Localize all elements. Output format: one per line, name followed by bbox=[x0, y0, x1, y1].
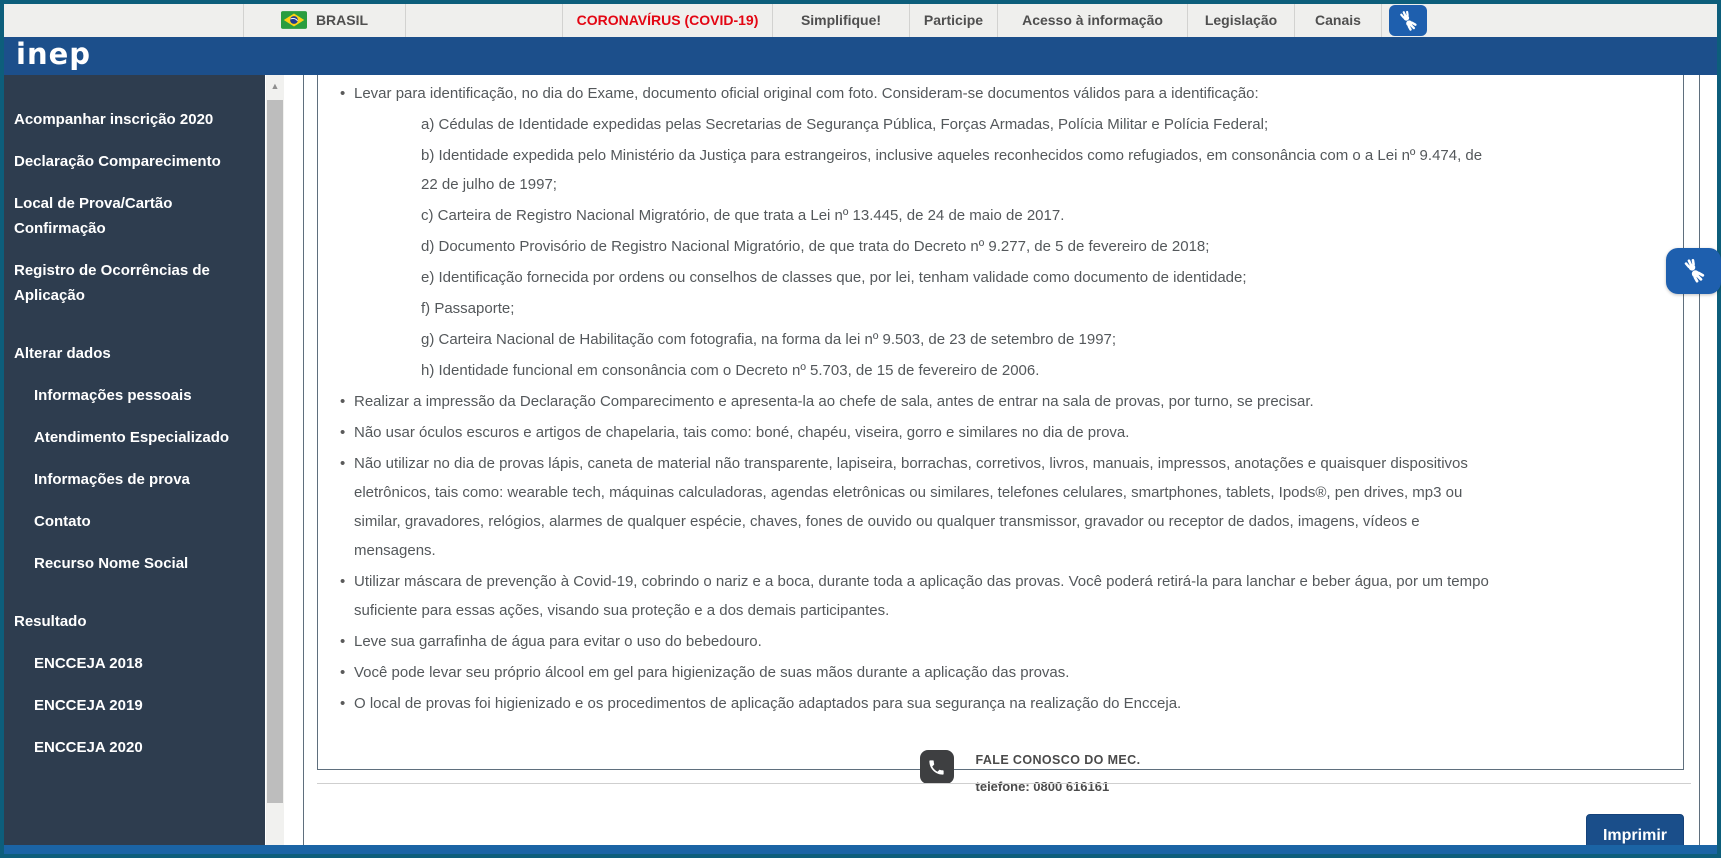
instruction-item: • Utilizar máscara de prevenção à Covid-19, cobrindo o nariz e a boca, durante toda a aplicação das provas. Você poderá retirá-la para lanchar e beber água, por um tempo suficiente para essas ações, visando sua proteção e a dos demais participantes. bbox=[338, 567, 1500, 625]
sidebar-item-label: Recurso Nome Social bbox=[34, 555, 189, 572]
sidebar-item-label: Informações pessoais bbox=[34, 387, 192, 404]
sidebar-item[interactable] bbox=[0, 332, 265, 374]
instruction-item: b) Identidade expedida pelo Ministério da Justiça para estrangeiros, inclusive aqueles reconhecidos como refugiados, em consonância com o a Lei nº 9.474, de 22 de julho de 1997; bbox=[421, 147, 1483, 193]
instruction-item: d) Documento Provisório de Registro Nacional Migratório, de que trata do Decreto nº 9.277, de 5 de fevereiro de 2018; bbox=[421, 238, 1210, 255]
sidebar-item[interactable] bbox=[0, 458, 265, 500]
sidebar-item[interactable] bbox=[0, 416, 265, 458]
instruction-item: a) Cédulas de Identidade expedidas pelas Secretarias de Segurança Pública, Forças Armadas, Polícia Militar e Polícia Federal; bbox=[421, 116, 1269, 133]
contact-phone-number: telefone: 0800 616161 bbox=[975, 779, 1110, 794]
accessibility-button[interactable] bbox=[1389, 5, 1427, 36]
topbar-link-label: Simplifique! bbox=[800, 12, 882, 28]
topbar-link[interactable] bbox=[772, 0, 909, 37]
instruction-item: • Você pode levar seu próprio álcool em gel para higienização de suas mãos durante a aplicação das provas. bbox=[338, 658, 1500, 687]
sidebar-item[interactable] bbox=[0, 182, 265, 249]
sidebar-item[interactable] bbox=[0, 98, 265, 140]
brazil-flag-icon bbox=[281, 11, 307, 29]
instruction-item: e) Identificação fornecida por ordens ou conselhos de classes que, por lei, tenham validade como documento de identidade; bbox=[421, 269, 1247, 286]
topbar-spacer bbox=[0, 0, 243, 37]
topbar-empty-cell bbox=[405, 0, 562, 37]
topbar-link-label: Canais bbox=[1315, 12, 1361, 28]
contact-text bbox=[976, 750, 1141, 794]
topbar-link-label: Participe bbox=[923, 12, 984, 28]
sidebar-item[interactable] bbox=[0, 374, 265, 416]
instruction-item: g) Carteira Nacional de Habilitação com fotografia, na forma da lei nº 9.503, de 23 de setembro de 1997; bbox=[421, 331, 1117, 348]
sign-language-hands-icon bbox=[1396, 10, 1420, 32]
inep-header bbox=[0, 37, 1721, 75]
sidebar-item-label: Declaração Comparecimento bbox=[14, 153, 221, 170]
topbar-brasil-link[interactable] bbox=[243, 0, 405, 37]
phone-icon bbox=[920, 750, 954, 784]
instruction-item: • Leve sua garrafinha de água para evitar o uso do bebedouro. bbox=[338, 627, 1500, 656]
sidebar-item[interactable] bbox=[0, 600, 265, 642]
sidebar-item-label: Atendimento Especializado bbox=[34, 429, 230, 446]
sidebar-item-label: ENCCEJA 2019 bbox=[34, 697, 143, 714]
accessibility-side-button[interactable] bbox=[1666, 248, 1721, 294]
page-frame-left bbox=[0, 0, 4, 858]
sidebar-item-label: Informações de prova bbox=[34, 471, 190, 488]
instruction-item: f) Passaporte; bbox=[421, 300, 515, 317]
page-frame-top bbox=[0, 0, 1721, 4]
gov-topbar bbox=[0, 0, 1721, 37]
sidebar-item-label: Acompanhar inscrição 2020 bbox=[14, 111, 214, 128]
sidebar-item[interactable] bbox=[0, 249, 265, 316]
scrollbar-thumb[interactable] bbox=[267, 100, 283, 803]
sidebar-item-label: Resultado bbox=[14, 613, 87, 630]
instruction-item: c) Carteira de Registro Nacional Migratório, de que trata a Lei nº 13.445, de 24 de maio de 2017. bbox=[421, 207, 1065, 224]
sidebar-item[interactable] bbox=[0, 542, 265, 584]
sidebar-item[interactable] bbox=[0, 500, 265, 542]
print-button[interactable]: Imprimir bbox=[1586, 814, 1684, 858]
sidebar-item-label: Alterar dados bbox=[14, 345, 111, 362]
instructions-list bbox=[338, 79, 1500, 718]
sidebar-item-label: Contato bbox=[34, 513, 91, 530]
bottom-divider bbox=[317, 783, 1691, 784]
instruction-item: • Não usar óculos escuros e artigos de chapelaria, tais como: boné, chapéu, viseira, gorro e similares no dia de prova. bbox=[338, 418, 1500, 447]
instruction-item: • O local de provas foi higienizado e os procedimentos de aplicação adaptados para sua segurança na realização do Encceja. bbox=[338, 689, 1500, 718]
sidebar-item-label: ENCCEJA 2018 bbox=[34, 655, 143, 672]
sidebar-scrollbar[interactable] bbox=[266, 75, 284, 854]
page-frame-right bbox=[1717, 0, 1721, 858]
footer-bar bbox=[0, 845, 1721, 854]
sidebar-item[interactable] bbox=[0, 140, 265, 182]
sidebar-item[interactable] bbox=[0, 684, 265, 726]
topbar-link[interactable] bbox=[562, 0, 772, 37]
sidebar-item[interactable] bbox=[0, 642, 265, 684]
up-arrow-icon[interactable]: ▲ bbox=[270, 81, 280, 91]
topbar-brasil-label: BRASIL bbox=[315, 12, 369, 28]
phone-handset-icon bbox=[927, 758, 946, 777]
contact-block bbox=[449, 750, 1611, 794]
inep-logo[interactable]: inep bbox=[16, 36, 92, 71]
sidebar-item[interactable] bbox=[0, 726, 265, 768]
instructions-card bbox=[317, 75, 1684, 794]
instruction-item: • Não utilizar no dia de provas lápis, caneta de material não transparente, lapiseira, borrachas, corretivos, livros, manuais, impressos, anotações e quaisquer dispositivos eletrônicos, tais como: wearable tech, máquinas calculadoras, agendas eletrônicas ou similares, telefones celulares, smartphones, tablets, Ipods®, pen drives, mp3 ou similar, gravadores, relógios, alarmes de qualquer espécie, chaves, fones de ouvido ou qualquer transmissor, gravador ou receptor de dados, imagens, vídeos e mensagens. bbox=[338, 449, 1500, 565]
instruction-item: • Realizar a impressão da Declaração Comparecimento e apresenta-la ao chefe de sala, antes de entrar na sala de provas, por turno, se precisar. bbox=[338, 387, 1500, 416]
sidebar-item-label: Local de Prova/Cartão Confirmação bbox=[14, 195, 173, 237]
sign-language-hands-icon bbox=[1680, 258, 1708, 284]
topbar-link-label: Acesso à informação bbox=[1022, 12, 1163, 28]
instruction-item: • Levar para identificação, no dia do Exame, documento oficial original com foto. Consideram-se documentos válidos para a identificação: bbox=[338, 79, 1500, 108]
topbar-link[interactable] bbox=[1294, 0, 1382, 37]
sidebar-nav bbox=[0, 75, 265, 858]
page-frame-bottom bbox=[0, 854, 1721, 858]
contact-title: FALE CONOSCO DO MEC. bbox=[975, 753, 1141, 767]
topbar-link[interactable] bbox=[909, 0, 997, 37]
instruction-item: h) Identidade funcional em consonância com o Decreto nº 5.703, de 15 de fevereiro de 2006. bbox=[421, 362, 1040, 379]
topbar-link[interactable] bbox=[997, 0, 1187, 37]
sidebar-item-label: ENCCEJA 2020 bbox=[34, 739, 143, 756]
sidebar-item-label: Registro de Ocorrências de Aplicação bbox=[14, 262, 210, 304]
topbar-link-label: CORONAVÍRUS (COVID-19) bbox=[576, 12, 759, 28]
topbar-link[interactable] bbox=[1187, 0, 1294, 37]
topbar-link-label: Legislação bbox=[1204, 12, 1278, 28]
